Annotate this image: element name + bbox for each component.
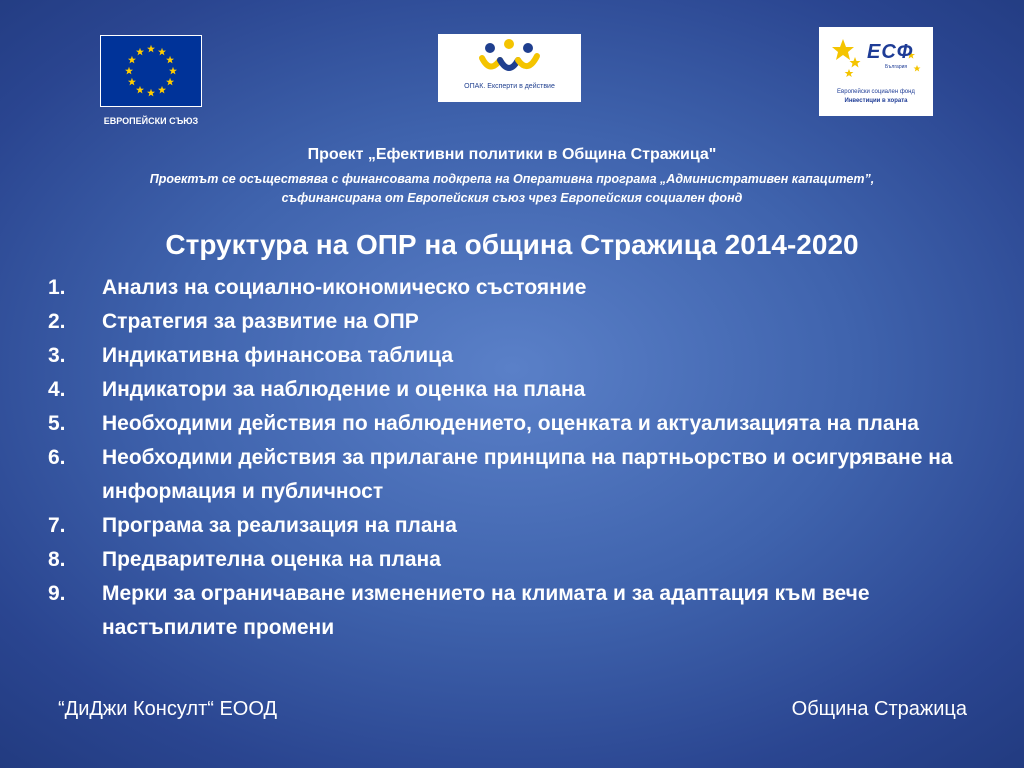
esf-country: България xyxy=(885,64,908,70)
project-title: Проект „Ефективни политики в Община Стражица" xyxy=(307,146,717,163)
list-item-text: Индикатори за наблюдение и оценка на плана xyxy=(102,378,586,401)
list-item-number: 6. xyxy=(48,446,66,469)
list-item xyxy=(48,305,978,339)
esf-logo xyxy=(819,27,933,116)
list-item xyxy=(48,509,978,543)
list-item-number: 9. xyxy=(48,582,66,605)
list-item xyxy=(48,339,978,373)
list-item-text: Индикативна финансова таблица xyxy=(102,344,454,367)
list-item-text: Необходими действия по наблюдението, оценката и актуализацията на плана xyxy=(102,412,919,435)
list-item-number: 1. xyxy=(48,276,66,299)
project-description-line-1: Проектът се осъществява с финансовата подкрепа на Оперативна програма „Административен капацитет”, xyxy=(149,172,875,186)
list-item xyxy=(48,543,978,577)
structure-list xyxy=(48,271,978,645)
list-item xyxy=(48,373,978,407)
project-description xyxy=(60,170,964,208)
eu-caption: ЕВРОПЕЙСКИ СЪЮЗ xyxy=(103,116,199,126)
eu-flag-logo xyxy=(100,35,202,107)
list-item-number: 8. xyxy=(48,548,66,571)
list-item-number: 4. xyxy=(48,378,66,401)
list-item xyxy=(48,271,978,305)
slide-title: Структура на ОПР на община Стражица 2014-2020 xyxy=(165,229,859,260)
opak-figures-icon xyxy=(438,34,581,84)
list-item-text: Стратегия за развитие на ОПР xyxy=(102,310,419,333)
list-item-number: 5. xyxy=(48,412,66,435)
footer-company: “ДиДжи Консулт“ ЕООД xyxy=(58,698,278,720)
eu-flag-icon xyxy=(100,35,202,107)
opak-caption: ОПАК. Експерти в действие xyxy=(464,83,555,90)
list-item-number: 3. xyxy=(48,344,66,367)
list-item-number: 2. xyxy=(48,310,66,333)
esf-line-2: Инвестиции в хората xyxy=(844,98,908,104)
list-item-text: Анализ на социално-икономическо състояние xyxy=(102,276,587,299)
esf-line-1: Европейски социален фонд xyxy=(837,89,915,95)
list-item-text: Мерки за ограничаване изменението на климата и за адаптация към вече настъпилите промени xyxy=(102,582,870,639)
project-description-line-2: съфинансирана от Европейския съюз чрез Европейския социален фонд xyxy=(281,191,743,205)
list-item xyxy=(48,441,978,509)
list-item-number: 7. xyxy=(48,514,66,537)
list-item-text: Програма за реализация на плана xyxy=(102,514,457,537)
list-item-text: Предварителна оценка на плана xyxy=(102,548,441,571)
esf-wordmark: ЕСФ xyxy=(867,41,914,63)
list-item xyxy=(48,407,978,441)
opak-logo xyxy=(438,34,581,102)
list-item-text: Необходими действия за прилагане принципа на партньорство и осигуряване на информация и публичност xyxy=(102,446,953,503)
footer-municipality: Община Стражица xyxy=(791,698,967,720)
list-item xyxy=(48,577,978,645)
